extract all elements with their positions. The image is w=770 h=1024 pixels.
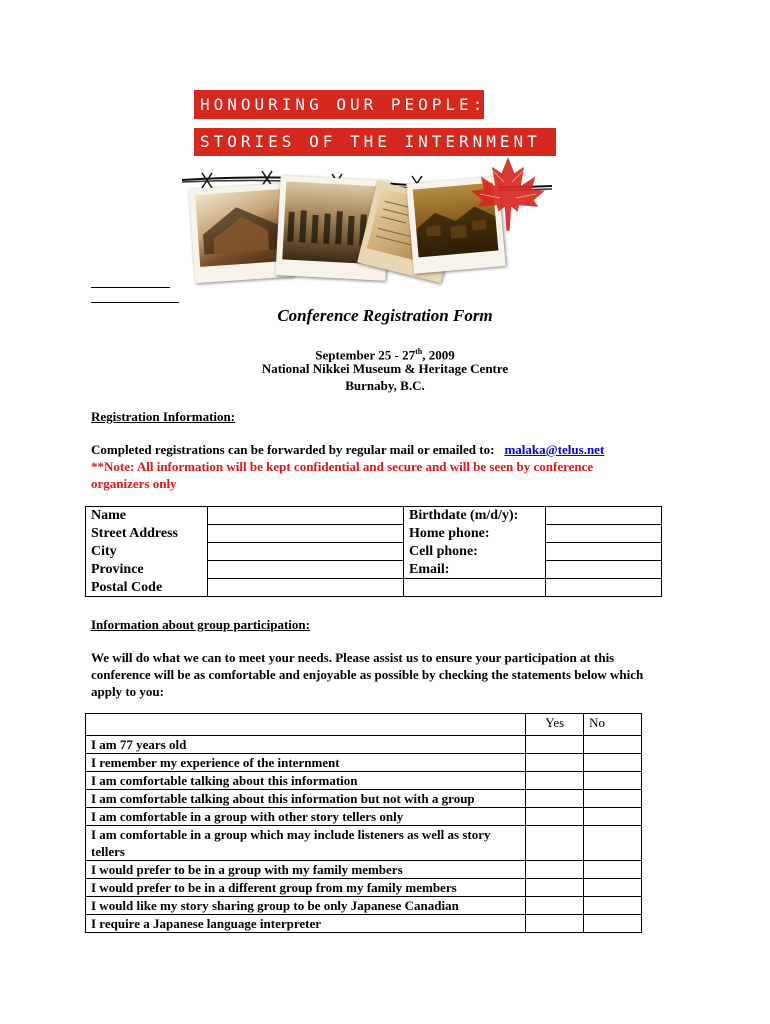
table-row [86, 543, 662, 561]
statement-cell: I remember my experience of the internment [86, 754, 526, 772]
statement-cell: I am comfortable talking about this information but not with a group [86, 790, 526, 808]
confidentiality-note-line1: **Note: All information will be kept confidential and secure and will be seen by conference [91, 459, 594, 474]
yes-column-header: Yes [526, 714, 584, 736]
label-city: City [86, 543, 208, 561]
label-postal-code: Postal Code [86, 579, 208, 597]
city-field[interactable] [208, 543, 404, 561]
no-checkbox-cell[interactable] [584, 861, 642, 879]
no-checkbox-cell[interactable] [584, 879, 642, 897]
event-venue: National Nikkei Museum & Heritage Centre [261, 361, 509, 376]
street-address-field[interactable] [208, 525, 404, 543]
label-street-address: Street Address [86, 525, 208, 543]
yes-checkbox-cell[interactable] [526, 861, 584, 879]
group-intro-line3: apply to you: [91, 684, 164, 699]
registration-heading: Registration Information: [91, 409, 236, 424]
no-checkbox-cell[interactable] [584, 772, 642, 790]
confidentiality-note-line2: organizers only [91, 476, 177, 491]
birthdate-field[interactable] [546, 507, 662, 525]
yes-checkbox-cell[interactable] [526, 915, 584, 933]
label-province: Province [86, 561, 208, 579]
table-row [86, 525, 662, 543]
empty-cell [546, 579, 662, 597]
group-heading: Information about group participation: [91, 617, 310, 632]
registration-instructions [91, 441, 604, 458]
table-row [86, 579, 662, 597]
statement-cell: I am comfortable in a group with other story tellers only [86, 808, 526, 826]
maple-leaf-icon [468, 154, 548, 234]
no-checkbox-cell[interactable] [584, 790, 642, 808]
no-checkbox-cell[interactable] [584, 736, 642, 754]
table-row [86, 808, 642, 826]
label-cell-phone: Cell phone: [404, 543, 546, 561]
province-field[interactable] [208, 561, 404, 579]
event-date-year: , 2009 [422, 347, 455, 363]
banner-title-line2: STORIES OF THE INTERNMENT [194, 128, 556, 156]
no-checkbox-cell[interactable] [584, 826, 642, 861]
table-row [86, 826, 642, 861]
email-link[interactable]: malaka@telus.net [504, 442, 605, 457]
group-intro-line1: We will do what we can to meet your needs. Please assist us to ensure your participation at this [91, 650, 615, 665]
table-row [86, 772, 642, 790]
home-phone-field[interactable] [546, 525, 662, 543]
label-home-phone: Home phone: [404, 525, 546, 543]
name-field[interactable] [208, 507, 404, 525]
event-location: Burnaby, B.C. [345, 378, 425, 393]
header-rule-2 [91, 302, 179, 303]
no-column-header: No [584, 714, 642, 736]
participation-table [85, 713, 642, 933]
table-row [86, 736, 642, 754]
no-checkbox-cell[interactable] [584, 915, 642, 933]
yes-checkbox-cell[interactable] [526, 790, 584, 808]
table-header-row [86, 714, 642, 736]
label-birthdate: Birthdate (m/d/y): [404, 507, 546, 525]
yes-checkbox-cell[interactable] [526, 736, 584, 754]
yes-checkbox-cell[interactable] [526, 897, 584, 915]
statement-cell: I am 77 years old [86, 736, 526, 754]
table-row [86, 790, 642, 808]
table-row [86, 561, 662, 579]
yes-checkbox-cell[interactable] [526, 772, 584, 790]
statement-header [86, 714, 526, 736]
postal-code-field[interactable] [208, 579, 404, 597]
cell-phone-field[interactable] [546, 543, 662, 561]
table-row [86, 879, 642, 897]
table-row [86, 897, 642, 915]
no-checkbox-cell[interactable] [584, 897, 642, 915]
instructions-text: Completed registrations can be forwarded by regular mail or emailed to: [91, 442, 495, 457]
statement-cell: I would prefer to be in a group with my family members [86, 861, 526, 879]
event-date-ordinal: th [415, 347, 423, 356]
header-rule-1 [91, 287, 170, 288]
statement-cell: I am comfortable in a group which may include listeners as well as story tellers [86, 826, 526, 861]
table-row [86, 861, 642, 879]
yes-checkbox-cell[interactable] [526, 754, 584, 772]
event-date-prefix: September 25 - 27 [315, 347, 416, 363]
statement-cell: I am comfortable talking about this information [86, 772, 526, 790]
label-email: Email: [404, 561, 546, 579]
banner-title-line1: HONOURING OUR PEOPLE: [194, 90, 484, 119]
statement-cell: I would prefer to be in a different group from my family members [86, 879, 526, 897]
statement-cell: I would like my story sharing group to be only Japanese Canadian [86, 897, 526, 915]
group-intro-line2: conference will be as comfortable and enjoyable as possible by checking the statements below which [91, 667, 644, 682]
email-field[interactable] [546, 561, 662, 579]
yes-checkbox-cell[interactable] [526, 826, 584, 861]
table-row [86, 754, 642, 772]
label-name: Name [86, 507, 208, 525]
contact-info-table [85, 506, 662, 597]
table-row [86, 507, 662, 525]
yes-checkbox-cell[interactable] [526, 879, 584, 897]
table-row [86, 915, 642, 933]
no-checkbox-cell[interactable] [584, 808, 642, 826]
form-title: Conference Registration Form [277, 306, 493, 325]
statement-cell: I require a Japanese language interpreter [86, 915, 526, 933]
empty-cell [404, 579, 546, 597]
yes-checkbox-cell[interactable] [526, 808, 584, 826]
no-checkbox-cell[interactable] [584, 754, 642, 772]
conference-banner [182, 90, 552, 286]
